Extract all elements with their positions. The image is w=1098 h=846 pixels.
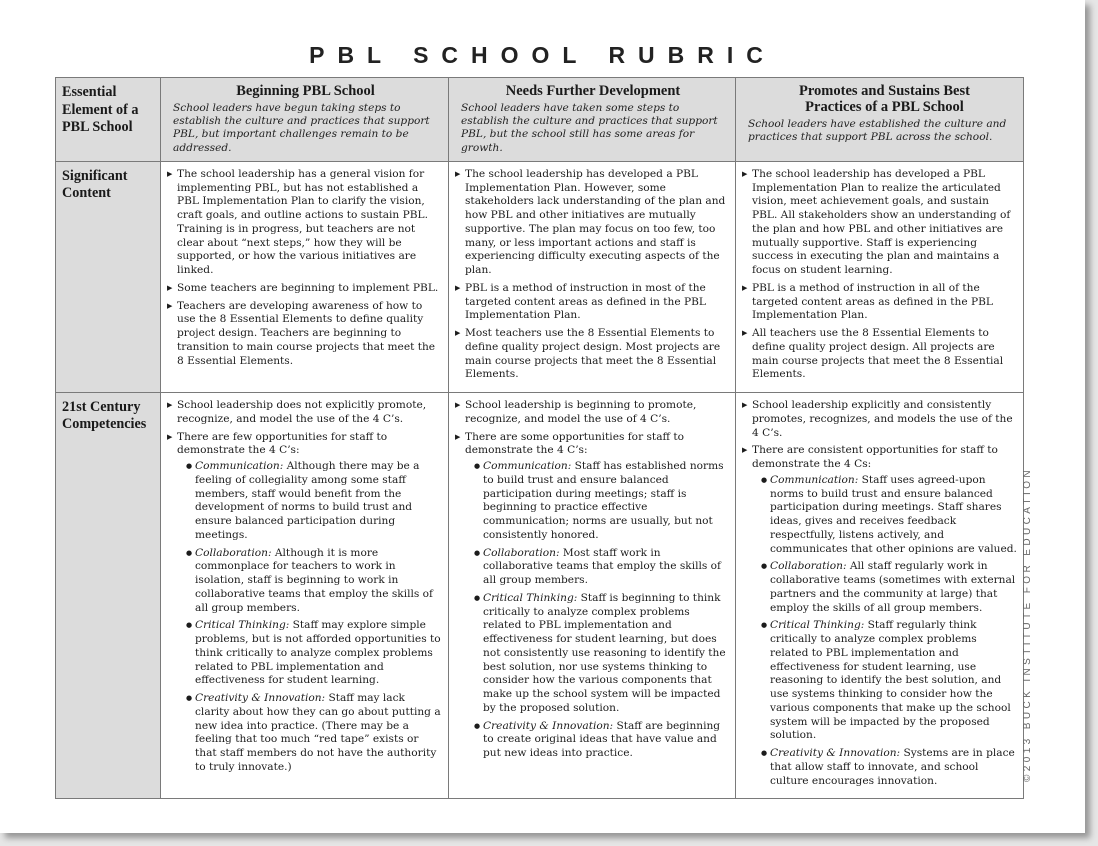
rubric-cell: [736, 393, 1024, 799]
competency-label: Communication:: [483, 460, 572, 473]
competency-text: Staff regularly think critically to analyze complex problems related to PBL implementation and effectiveness for student learning, use reasoning to identify the best solution, and use systems thinking to consider how the various components that make up the school system will be impacted by the proposed solution.: [770, 619, 1011, 742]
competency-text: Staff is beginning to think critically to analyze complex problems related to PBL implementation and effectiveness for student learning, but does not consistently use reasoning to identify the best solution, nor use systems thinking to consider how the various components that make up the school system will be impacted by the proposed solution.: [483, 591, 726, 714]
competency-label: Collaboration:: [770, 560, 847, 573]
row-header: Significant Content: [56, 161, 161, 392]
list-item: ▶ Some teachers are beginning to implement PBL.: [167, 282, 442, 296]
column-subtitle: School leaders have established the culture and practices that support PBL across the school.: [748, 118, 1007, 144]
sub-list-item: [177, 692, 442, 775]
list-item: ▶ Most teachers use the 8 Essential Elements to define quality project design. Most projects are main course projects that meet the 8 Essential Elements.: [455, 327, 729, 382]
rubric-cell: [736, 161, 1024, 392]
competency-label: Creativity & Innovation:: [770, 747, 901, 760]
competency-text: Although there may be a feeling of collegiality among some staff members, staff would benefit from the development of norms to build trust and ensure balanced participation during meetings.: [195, 460, 420, 541]
competency-text: Staff are beginning to create original ideas that have value and put new ideas into practice.: [483, 719, 721, 760]
sub-list-item: [752, 560, 1017, 615]
sub-list-item: [177, 619, 442, 688]
header-row: [56, 78, 1024, 162]
competency-label: Creativity & Innovation:: [483, 719, 614, 732]
competency-text: Systems are in place that allow staff to innovate, and school culture encourages innovation.: [770, 747, 1015, 787]
list-item: ▶ Teachers are developing awareness of how to use the 8 Essential Elements to define quality project design. Teachers are beginning to transition to main course projects that meet the 8 Essential Elements.: [167, 300, 442, 369]
competency-text: Staff may lack clarity about how they can go about putting a new idea into practice. (There may be a feeling that too much “red tape” exists or that staff members do not have the authority to truly innovate.): [195, 692, 441, 773]
column-header-needs-development: [449, 78, 736, 162]
list-item: ▶ The school leadership has developed a PBL Implementation Plan. However, some stakeholders lack understanding of the plan and how PBL and other initiatives are mutually supportive. The plan may focus on too few, too many, or less important actions and staff is experiencing difficulty executing aspects of the plan.: [455, 168, 729, 278]
column-title: Promotes and Sustains Best Practices of a PBL School: [799, 83, 970, 115]
column-subtitle: School leaders have taken some steps to establish the culture and practices that support PBL, but the school still has some areas for growth.: [461, 102, 718, 154]
column-header-promotes-sustains: [736, 78, 1024, 162]
row-header: 21st Century Competencies: [56, 393, 161, 799]
sub-list-item: [465, 460, 729, 543]
competency-label: Collaboration:: [483, 546, 560, 559]
page-title: PBL SCHOOL RUBRIC: [309, 42, 776, 68]
rubric-cell: [161, 161, 449, 392]
sub-list-item: [177, 547, 442, 616]
rubric-cell: [449, 393, 736, 799]
sub-list-item: [177, 460, 442, 543]
row-21st-century-competencies: [56, 393, 1024, 799]
sub-list-item: [465, 720, 729, 761]
list-item: [455, 431, 729, 761]
corner-header: Essential Element of a PBL School: [56, 78, 161, 162]
sub-list-item: [752, 747, 1017, 788]
competency-label: Creativity & Innovation:: [195, 692, 326, 705]
competency-label: Communication:: [770, 473, 859, 486]
rubric-table: [55, 77, 1024, 799]
row-significant-content: [56, 161, 1024, 392]
list-item: ▶ School leadership is beginning to promote, recognize, and model the use of 4 C’s.: [455, 399, 729, 427]
list-item-text: There are few opportunities for staff to demonstrate the 4 C’s:: [177, 430, 388, 457]
competency-text: All staff regularly work in collaborative teams (sometimes with external partners and the community at large) that employ the skills of all group members.: [770, 560, 1016, 614]
list-item: ▶ PBL is a method of instruction in all of the targeted content areas as defined in the PBL Implementation Plan.: [742, 282, 1017, 323]
competency-text: Staff uses agreed-upon norms to build trust and ensure balanced participation during meetings. Staff shares ideas, gives and receives feedback respectfully, listens actively, and communicates that other opinions are valued.: [770, 473, 1017, 555]
competency-label: Critical Thinking:: [770, 619, 865, 632]
competency-label: Communication:: [195, 460, 284, 473]
rubric-cell: [449, 161, 736, 392]
list-item: ▶ The school leadership has a general vision for implementing PBL, but has not established a PBL Implementation Plan to clarify the vision, craft goals, and outline actions to sustain PBL. Training is in progress, but teachers are not clear about “next steps,” how they will be supported, or how the various initiatives are linked.: [167, 168, 442, 278]
competency-label: Collaboration:: [195, 546, 272, 559]
list-item: ▶ School leadership explicitly and consistently promotes, recognizes, and models the use of the 4 C’s.: [742, 399, 1017, 440]
column-subtitle: School leaders have begun taking steps to establish the culture and practices that support PBL, but important challenges remain to be addressed.: [173, 102, 430, 154]
list-item: ▶ PBL is a method of instruction in most of the targeted content areas as defined in the PBL Implementation Plan.: [455, 282, 729, 323]
competency-text: Staff may explore simple problems, but is not afforded opportunities to think critically to analyze complex problems related to PBL implementation and effectiveness for student learning.: [195, 619, 441, 687]
rubric-cell: [161, 393, 449, 799]
list-item: ▶ The school leadership has developed a PBL Implementation Plan to realize the articulated vision, meet achievement goals, and sustain PBL. All stakeholders show an understanding of the plan and how PBL and other initiatives are mutually supportive. Staff is experiencing success in executing the plan and maintains a focus on student learning.: [742, 168, 1017, 278]
list-item: [742, 444, 1017, 788]
competency-label: Critical Thinking:: [195, 619, 290, 632]
competency-text: Most staff work in collaborative teams that employ the skills of all group members.: [483, 546, 721, 587]
list-item: ▶ School leadership does not explicitly promote, recognize, and model the use of the 4 C’s.: [167, 399, 442, 427]
sub-list-item: [752, 474, 1017, 557]
list-item-text: There are some opportunities for staff to demonstrate the 4 C’s:: [465, 430, 685, 457]
competency-label: Critical Thinking:: [483, 591, 578, 604]
competency-text: Staff has established norms to build trust and ensure balanced participation during meetings; staff is beginning to practice effective communication; norms are usually, but not consistently honored.: [483, 460, 724, 541]
copyright-notice: ©2013 BUCK INSTITUTE FOR EDUCATION: [1022, 466, 1033, 782]
list-item-text: There are consistent opportunities for staff to demonstrate the 4 Cs:: [752, 444, 998, 471]
sub-list-item: [465, 547, 729, 588]
sub-list-item: [752, 619, 1017, 743]
list-item: ▶ All teachers use the 8 Essential Elements to define quality project design. All projects are main course projects that meet the 8 Essential Elements.: [742, 327, 1017, 382]
column-title: Needs Further Development: [505, 83, 681, 99]
column-header-beginning: [161, 78, 449, 162]
column-title: Beginning PBL School: [236, 83, 375, 99]
competency-text: Although it is more commonplace for teachers to work in isolation, staff is beginning to work in collaborative teams that employ the skills of all group members.: [195, 546, 433, 614]
sub-list-item: [465, 592, 729, 716]
list-item: [167, 431, 442, 775]
